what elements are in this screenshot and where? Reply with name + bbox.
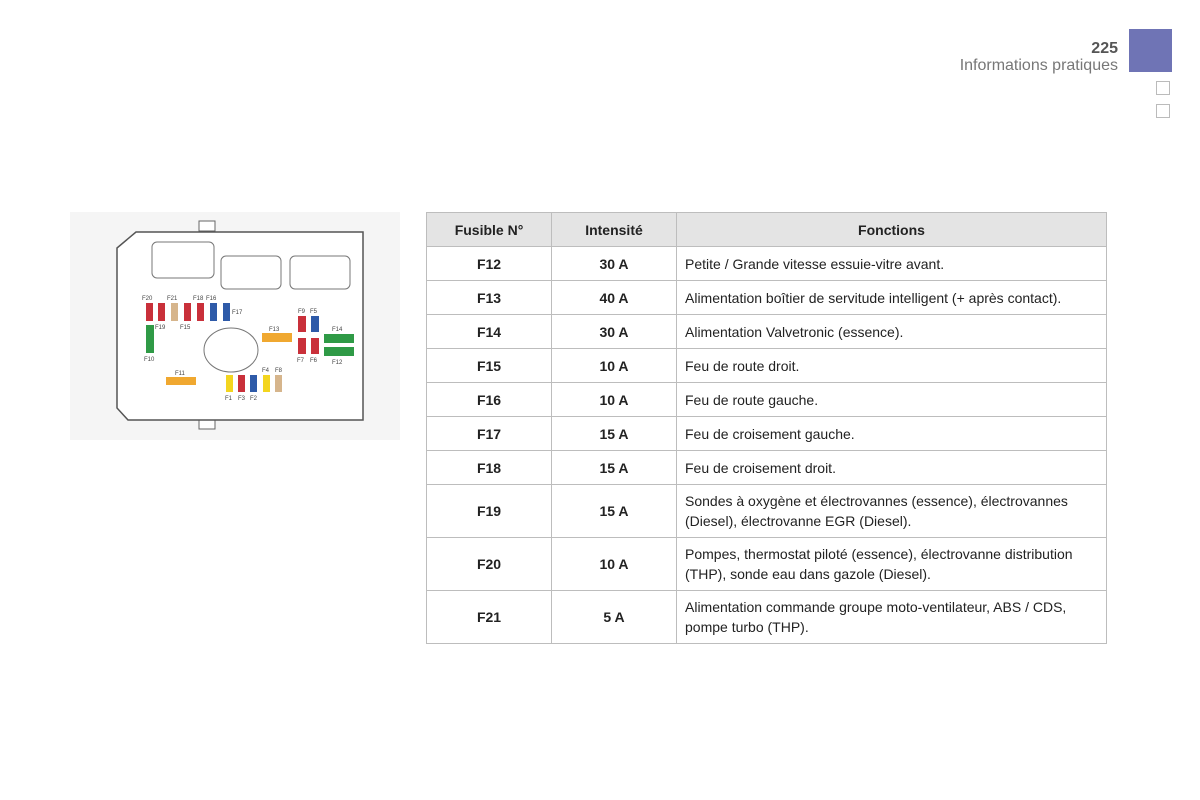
fuse-amperage: 15 A [552, 417, 677, 451]
fuse-amperage: 10 A [552, 538, 677, 591]
fuse-f21 [171, 303, 178, 321]
table-row [427, 538, 1107, 591]
fuse-number: F18 [427, 451, 552, 485]
table-row [427, 315, 1107, 349]
fuse-f2 [250, 375, 257, 392]
fuse-function: Alimentation Valvetronic (essence). [677, 315, 1107, 349]
table-row [427, 451, 1107, 485]
label-f14: F14 [332, 327, 343, 333]
fuse-number: F15 [427, 349, 552, 383]
fuse-f12 [324, 347, 354, 356]
fuse-amperage: 5 A [552, 591, 677, 644]
fuse-function: Petite / Grande vitesse essuie-vitre avant. [677, 247, 1107, 281]
table-row [427, 591, 1107, 644]
fuse-number: F17 [427, 417, 552, 451]
label-f13: F13 [269, 327, 280, 333]
fuse-f4 [263, 375, 270, 392]
header-fuse-number: Fusible N° [427, 213, 552, 247]
fuse-f8 [275, 375, 282, 392]
fuse-f16 [210, 303, 217, 321]
table-row [427, 349, 1107, 383]
label-f21: F21 [167, 296, 178, 302]
section-title: Informations pratiques [959, 57, 1118, 74]
fuse-amperage: 40 A [552, 281, 677, 315]
relay-slot-1 [152, 242, 214, 278]
fuse-f10 [146, 325, 154, 353]
fuse-amperage: 15 A [552, 485, 677, 538]
label-f15: F15 [180, 325, 191, 331]
label-f8: F8 [275, 368, 283, 374]
label-f4: F4 [262, 368, 270, 374]
fuse-function: Feu de route gauche. [677, 383, 1107, 417]
page-number: 225 [1091, 40, 1118, 57]
fuse-box-svg [70, 212, 400, 440]
label-f7: F7 [297, 358, 305, 364]
fuse-number: F20 [427, 538, 552, 591]
fuse-number: F12 [427, 247, 552, 281]
table-row [427, 417, 1107, 451]
label-f18: F18 [193, 296, 204, 302]
label-f5: F5 [310, 309, 318, 315]
table-row [427, 485, 1107, 538]
label-f1: F1 [225, 396, 233, 402]
fuse-number: F13 [427, 281, 552, 315]
label-f16: F16 [206, 296, 217, 302]
fuse-f11 [166, 377, 196, 385]
fuse-number: F16 [427, 383, 552, 417]
fuse-function: Alimentation commande groupe moto-ventilateur, ABS / CDS, pompe turbo (THP). [677, 591, 1107, 644]
label-f2: F2 [250, 396, 258, 402]
label-f20: F20 [142, 296, 153, 302]
fuse-f15 [184, 303, 191, 321]
fuse-function: Alimentation boîtier de servitude intelligent (+ après contact). [677, 281, 1107, 315]
fuse-amperage: 30 A [552, 315, 677, 349]
fuse-function: Feu de croisement gauche. [677, 417, 1107, 451]
fuse-function: Sondes à oxygène et électrovannes (essence), électrovannes (Diesel), électrovanne EGR (Diesel). [677, 485, 1107, 538]
label-f17: F17 [232, 310, 243, 316]
fuse-f3 [238, 375, 245, 392]
top-clip [199, 221, 215, 231]
fuse-number: F19 [427, 485, 552, 538]
label-f3: F3 [238, 396, 246, 402]
table-row [427, 281, 1107, 315]
label-f10: F10 [144, 357, 155, 363]
fuse-f18 [197, 303, 204, 321]
table-row [427, 383, 1107, 417]
fuse-number: F21 [427, 591, 552, 644]
fuse-amperage: 10 A [552, 383, 677, 417]
fuse-amperage: 30 A [552, 247, 677, 281]
fuse-f7 [298, 338, 306, 354]
relay-slot-2 [221, 256, 281, 289]
header-intensity: Intensité [552, 213, 677, 247]
fuse-table [426, 212, 1107, 644]
label-f12: F12 [332, 360, 343, 366]
fuse-f13 [262, 333, 292, 342]
fuse-f20 [146, 303, 153, 321]
fuse-function: Feu de croisement droit. [677, 451, 1107, 485]
label-f19: F19 [155, 325, 166, 331]
fuse-f1 [226, 375, 233, 392]
header-functions: Fonctions [677, 213, 1107, 247]
fuse-box-diagram [70, 212, 400, 440]
relay-slot-3 [290, 256, 350, 289]
fuse-f19 [158, 303, 165, 321]
chapter-marker-filled [1157, 58, 1166, 67]
label-f11: F11 [175, 371, 185, 377]
fuse-amperage: 10 A [552, 349, 677, 383]
fuse-f9 [298, 316, 306, 332]
round-relay-slot [204, 328, 258, 372]
label-f9: F9 [298, 309, 306, 315]
fuse-f5 [311, 316, 319, 332]
fuse-number: F14 [427, 315, 552, 349]
table-row [427, 247, 1107, 281]
fuse-amperage: 15 A [552, 451, 677, 485]
fuse-f14 [324, 334, 354, 343]
fuse-f17 [223, 303, 230, 321]
fuse-function: Feu de route droit. [677, 349, 1107, 383]
chapter-marker-empty-1 [1156, 81, 1170, 95]
table-header-row [427, 213, 1107, 247]
fuse-f6 [311, 338, 319, 354]
label-f6: F6 [310, 358, 318, 364]
chapter-marker-empty-2 [1156, 104, 1170, 118]
fuse-function: Pompes, thermostat piloté (essence), électrovanne distribution (THP), sonde eau dans gazole (Diesel). [677, 538, 1107, 591]
